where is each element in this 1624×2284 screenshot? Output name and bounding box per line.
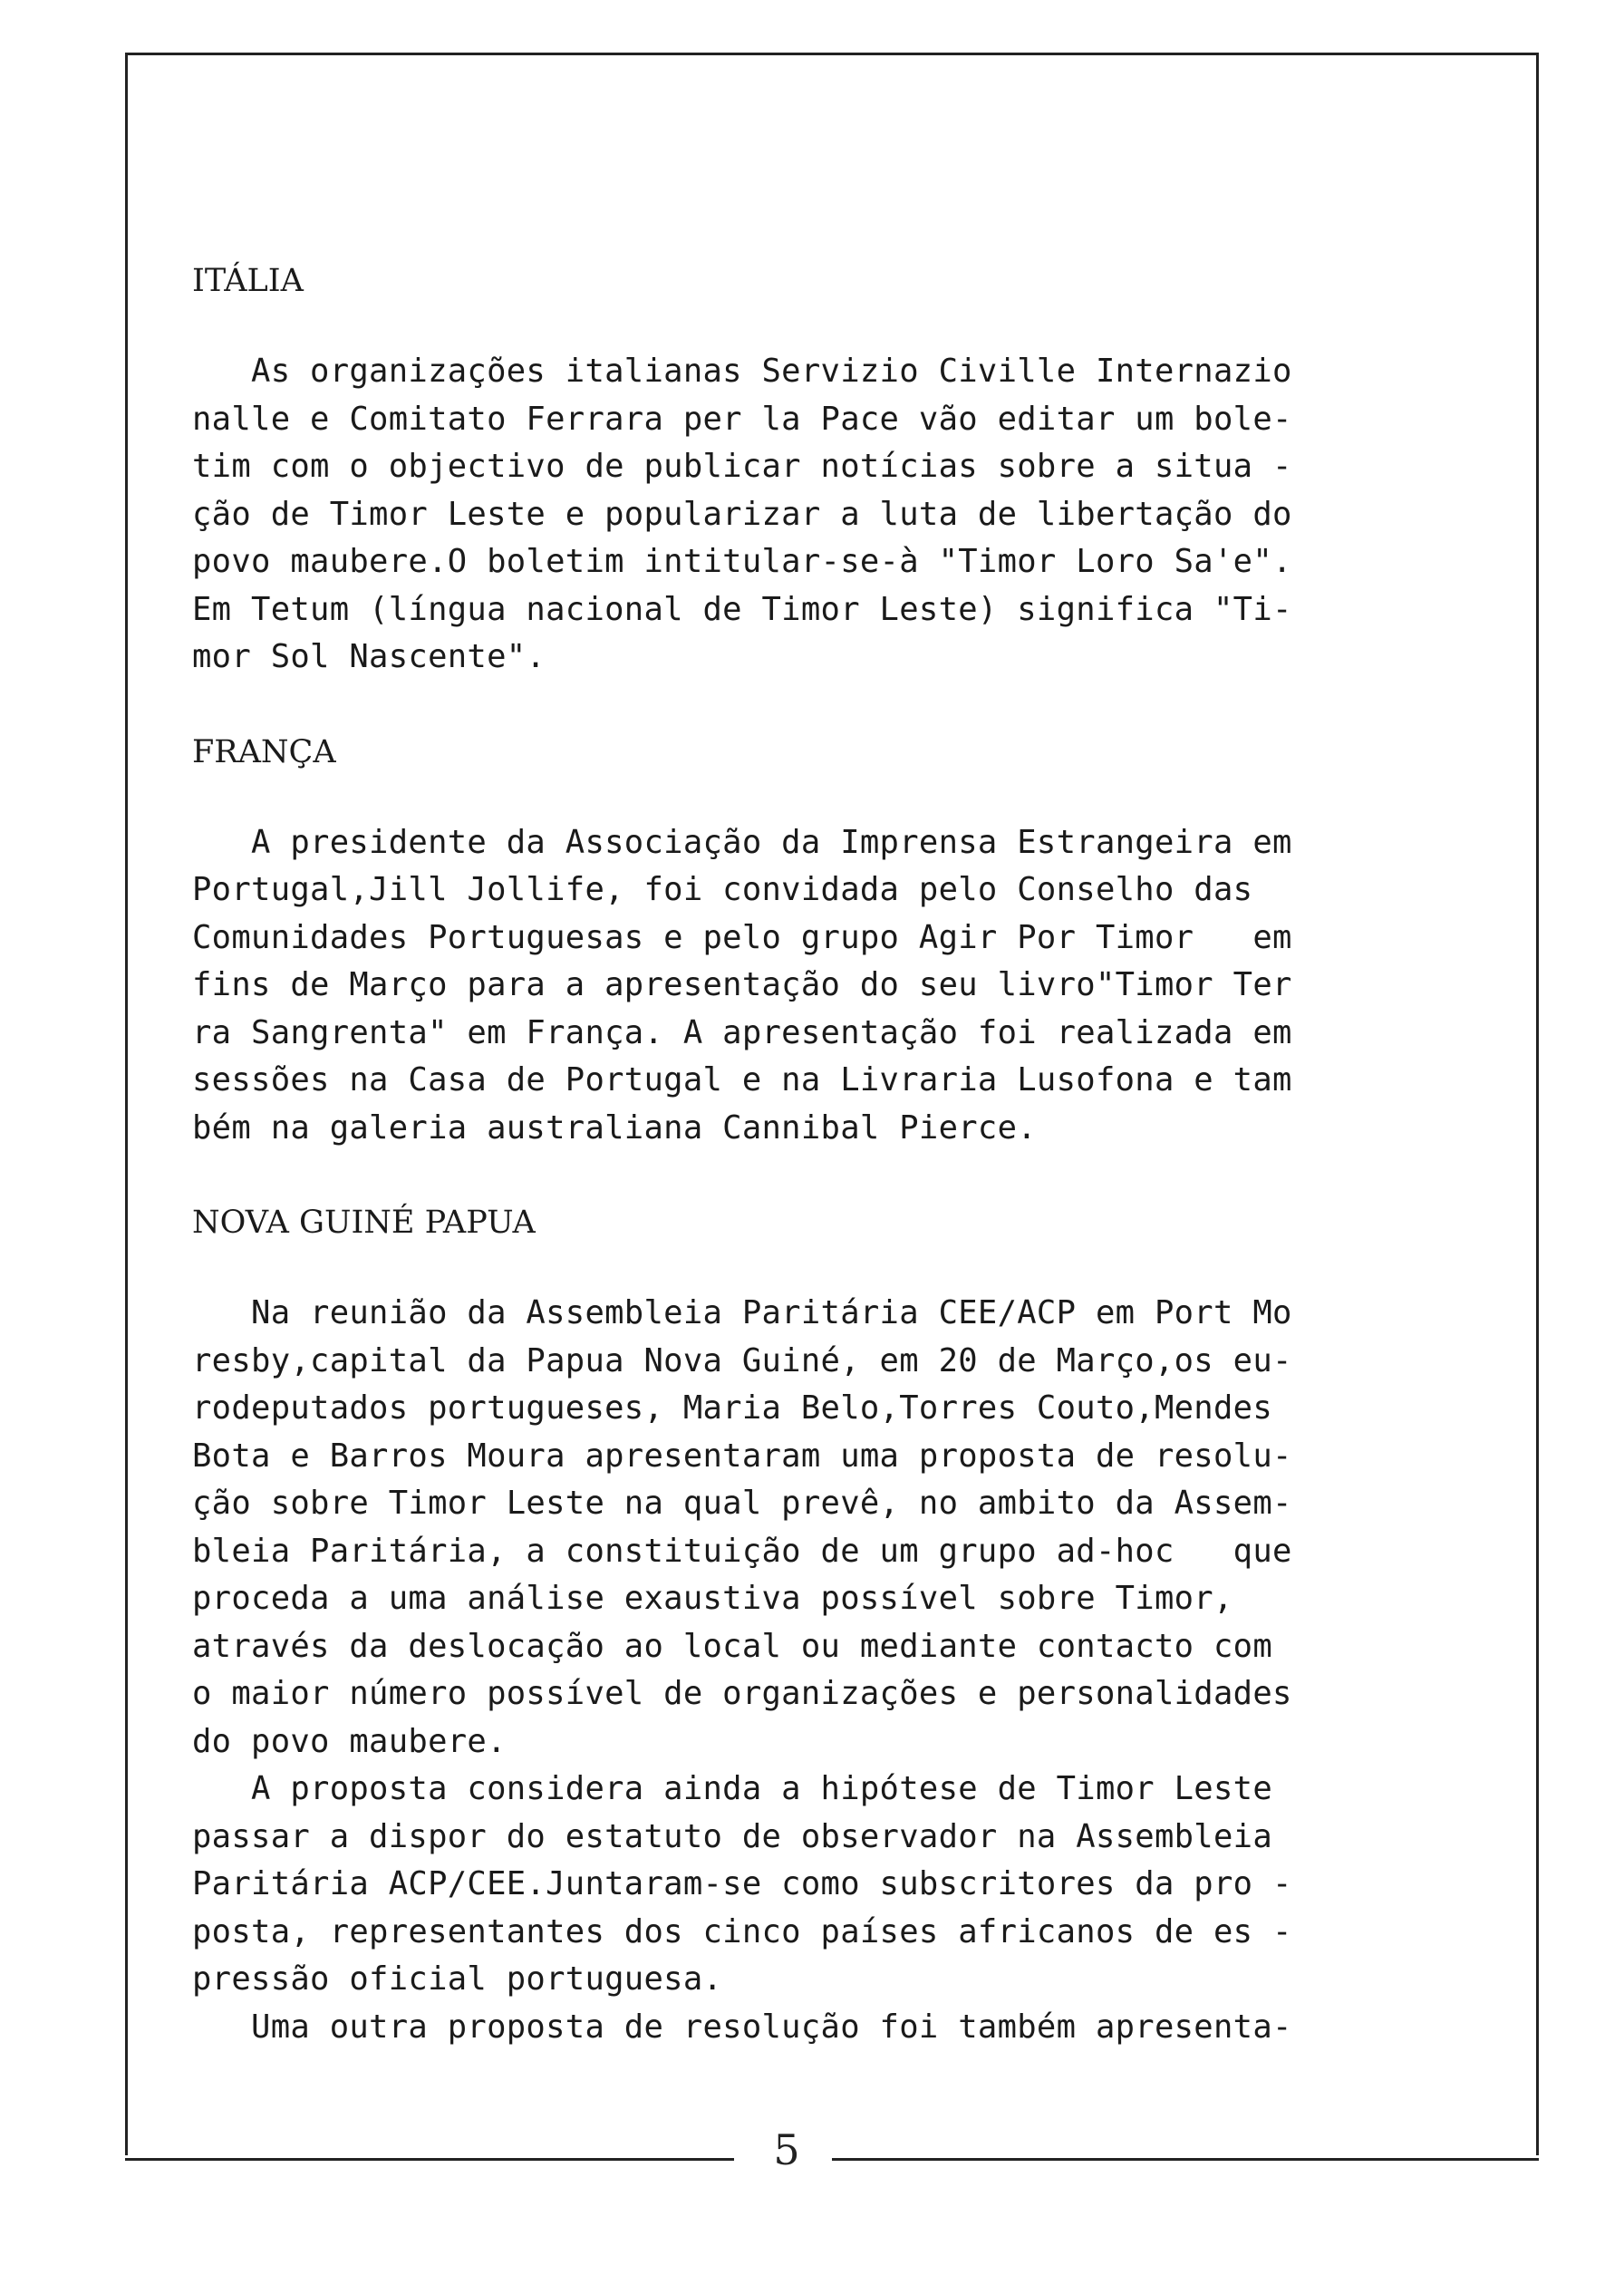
section-paragraph: Uma outra proposta de resolução foi também apresenta- — [192, 2008, 1292, 2046]
document-body — [192, 263, 1484, 2104]
section-franca — [192, 734, 1484, 1153]
section-paragraph: A proposta considera ainda a hipótese de Timor Leste passar a dispor do estatuto de observador na Assembleia Paritária ACP/CEE.Juntaram-se como subscritores da pro - posta, representantes dos cinco países africanos de es - pressão oficial portuguesa. — [192, 1770, 1292, 1998]
section-heading: NOVA GUINÉ PAPUA — [192, 1205, 536, 1241]
section-heading: ITÁLIA — [192, 263, 304, 299]
footer-rule-left — [125, 2158, 734, 2161]
section-paragraph: As organizações italianas Servizio Civille Internazio nalle e Comitato Ferrara per la Pace vão editar um bole- tim com o objectivo de publicar notícias sobre a situa - ção de Timor Leste e popularizar a luta de libertação do povo maubere.O boletim intitular-se-à "Timor Loro Sa'e". Em Tetum (língua nacional de Timor Leste) significa "Ti- mor Sol Nascente". — [192, 353, 1292, 675]
section-paragraph: Na reunião da Assembleia Paritária CEE/ACP em Port Mo resby,capital da Papua Nova Guiné, em 20 de Março,os eu- rodeputados portugueses, Maria Belo,Torres Couto,Mendes Bota e Barros Moura apresentaram uma proposta de resolu- ção sobre Timor Leste na qual prevê, no ambito da Assem- bleia Paritária, a constituição de um grupo ad-hoc que proceda a uma análise exaustiva possível sobre Timor, através da deslocação ao local ou mediante contacto com o maior número possível de organizações e personalidades do povo maubere. — [192, 1294, 1292, 1760]
footer-rule-right — [832, 2158, 1539, 2161]
page-number: 5 — [773, 2125, 800, 2174]
section-paragraph: A presidente da Associação da Imprensa Estrangeira em Portugal,Jill Jollife, foi convidada pelo Conselho das Comunidades Portuguesas e pelo grupo Agir Por Timor em fins de Março para a apresentação do seu livro"Timor Ter ra Sangrenta" em França. A apresentação foi realizada em sessões na Casa de Portugal e na Livraria Lusofona e tam bém na galeria australiana Cannibal Pierce. — [192, 823, 1292, 1147]
section-italia — [192, 263, 1484, 682]
section-nova-guine-papua — [192, 1205, 1484, 2051]
section-heading: FRANÇA — [192, 733, 336, 770]
